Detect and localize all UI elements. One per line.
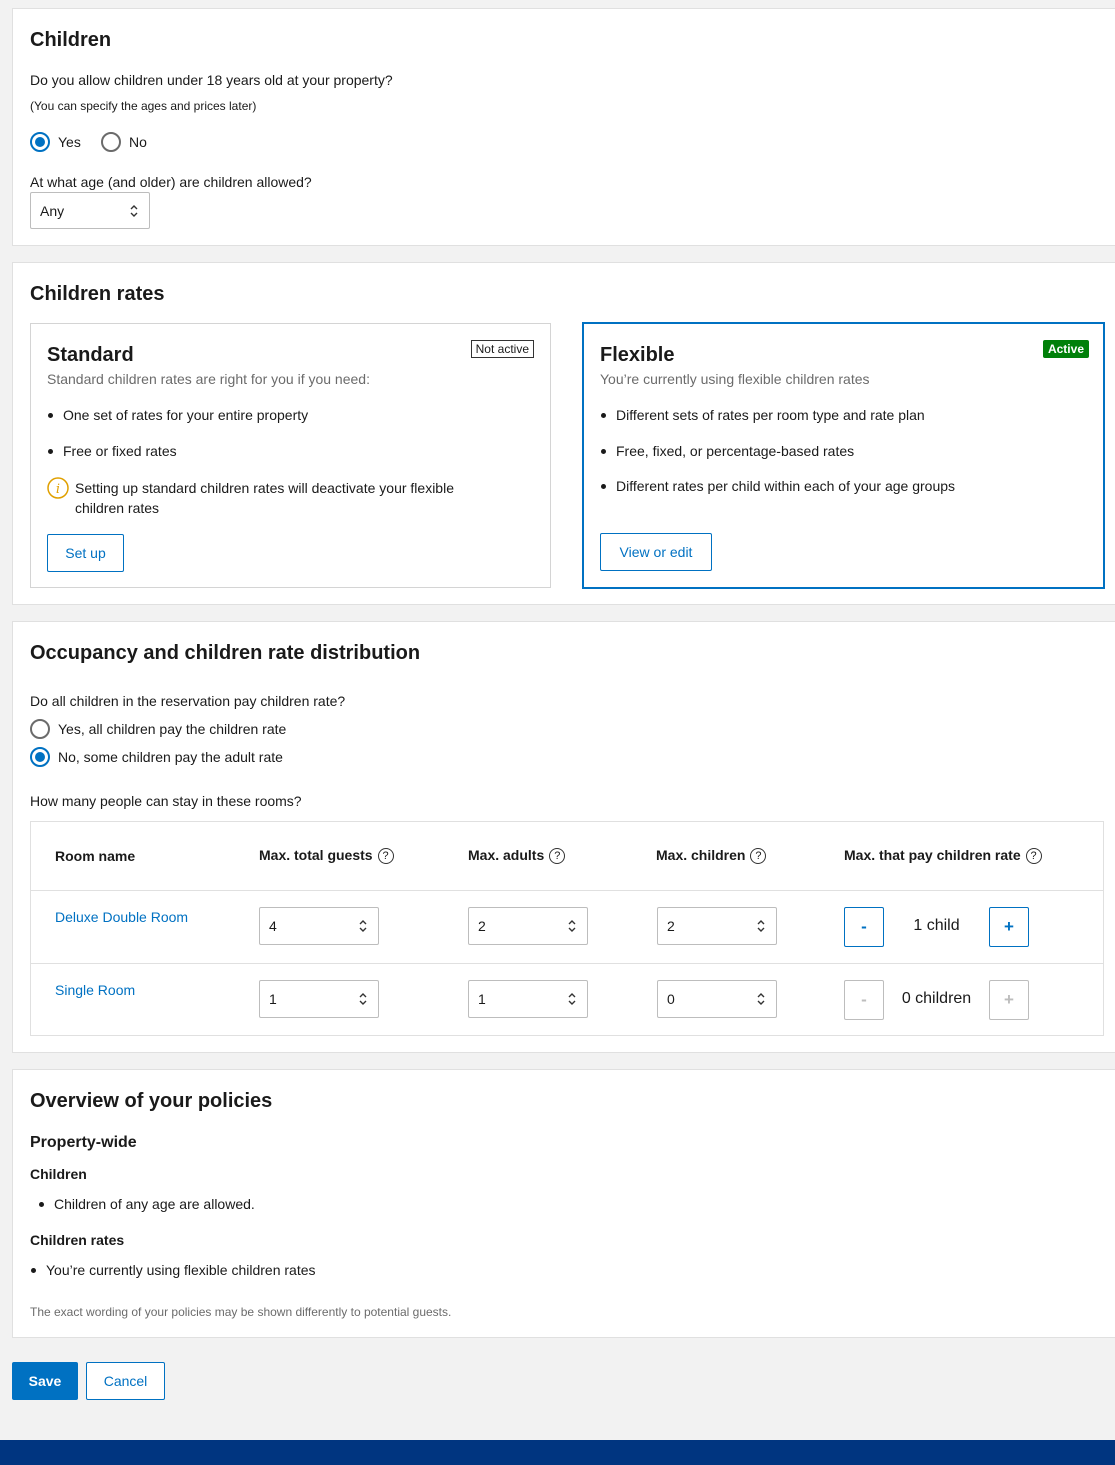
chevron-up-down-icon bbox=[358, 919, 368, 933]
occupancy-title: Occupancy and children rate distribution bbox=[30, 642, 421, 664]
table-row bbox=[31, 891, 1103, 963]
flexible-bullet-1: Different sets of rates per room type and rate plan bbox=[616, 407, 925, 423]
children-yes-radio[interactable] bbox=[30, 132, 50, 152]
flexible-bullet-2: Free, fixed, or percentage-based rates bbox=[616, 443, 855, 459]
children-title: Children bbox=[30, 29, 112, 51]
standard-card bbox=[30, 323, 551, 588]
children-no-radio[interactable] bbox=[101, 132, 121, 152]
standard-title: Standard bbox=[47, 344, 134, 366]
table-row bbox=[31, 964, 1103, 1036]
increment-button[interactable]: + bbox=[989, 980, 1029, 1020]
all-pay-children-rate-label[interactable]: Yes, all children pay the children rate bbox=[58, 721, 287, 737]
decrement-button[interactable]: - bbox=[844, 907, 884, 947]
chevron-up-down-icon bbox=[129, 204, 139, 218]
some-pay-adult-rate-label[interactable]: No, some children pay the adult rate bbox=[58, 749, 283, 765]
room-name-link[interactable]: Single Room bbox=[55, 982, 136, 998]
overview-children-heading: Children bbox=[30, 1166, 87, 1182]
decrement-button[interactable]: - bbox=[844, 980, 884, 1020]
flexible-card bbox=[582, 322, 1105, 589]
header-max-pay-children bbox=[844, 847, 1042, 864]
pay-children-count: 0 children bbox=[901, 990, 972, 1007]
children-rates-title: Children rates bbox=[30, 283, 165, 305]
increment-button[interactable]: + bbox=[989, 907, 1029, 947]
overview-panel bbox=[12, 1069, 1115, 1338]
info-circle-icon bbox=[47, 477, 69, 499]
save-button[interactable]: Save bbox=[12, 1362, 78, 1400]
room-name-link[interactable]: Deluxe Double Room bbox=[55, 909, 189, 925]
not-active-badge: Not active bbox=[471, 340, 534, 358]
flexible-title: Flexible bbox=[600, 344, 675, 366]
header-max-total-label: Max. total guests bbox=[259, 847, 373, 863]
standard-bullet-2: Free or fixed rates bbox=[63, 443, 177, 459]
question-circle-icon[interactable]: ? bbox=[750, 848, 766, 864]
age-question: At what age (and older) are children allowed? bbox=[30, 174, 312, 190]
occupancy-question: Do all children in the reservation pay children rate? bbox=[30, 693, 346, 709]
set-up-button[interactable]: Set up bbox=[47, 534, 124, 572]
header-max-pay-children-label: Max. that pay children rate bbox=[844, 847, 1021, 863]
overview-disclaimer: The exact wording of your policies may be shown differently to potential guests. bbox=[30, 1305, 452, 1319]
overview-title: Overview of your policies bbox=[30, 1090, 273, 1112]
chevron-up-down-icon bbox=[567, 992, 577, 1006]
max-children-select[interactable] bbox=[657, 907, 777, 945]
children-panel bbox=[12, 8, 1115, 246]
max-total-value: 1 bbox=[269, 991, 277, 1007]
max-children-value: 2 bbox=[667, 918, 675, 934]
question-circle-icon[interactable]: ? bbox=[549, 848, 565, 864]
max-total-value: 4 bbox=[269, 918, 277, 934]
max-total-select[interactable] bbox=[259, 907, 379, 945]
header-room-name: Room name bbox=[55, 848, 136, 864]
overview-rates-item: You’re currently using flexible children rates bbox=[46, 1262, 316, 1278]
children-yes-label[interactable]: Yes bbox=[58, 134, 81, 150]
overview-subtitle: Property-wide bbox=[30, 1134, 137, 1151]
children-note: (You can specify the ages and prices later) bbox=[30, 99, 257, 113]
overview-rates-heading: Children rates bbox=[30, 1232, 125, 1248]
question-circle-icon[interactable]: ? bbox=[378, 848, 394, 864]
footer-bar bbox=[0, 1440, 1115, 1465]
children-question: Do you allow children under 18 years old at your property? bbox=[30, 72, 393, 88]
max-adults-select[interactable] bbox=[468, 980, 588, 1018]
cancel-button[interactable]: Cancel bbox=[86, 1362, 165, 1400]
header-max-children-label: Max. children bbox=[656, 847, 746, 863]
chevron-up-down-icon bbox=[567, 919, 577, 933]
max-total-select[interactable] bbox=[259, 980, 379, 1018]
flexible-subtitle: You’re currently using flexible children rates bbox=[600, 371, 870, 387]
max-children-select[interactable] bbox=[657, 980, 777, 1018]
header-max-total bbox=[259, 847, 394, 864]
children-rates-panel bbox=[12, 262, 1115, 605]
age-select-value: Any bbox=[40, 202, 65, 219]
max-adults-value: 1 bbox=[478, 991, 486, 1007]
flexible-bullet-3: Different rates per child within each of your age groups bbox=[616, 478, 956, 494]
standard-bullet-1: One set of rates for your entire property bbox=[63, 407, 309, 423]
header-max-adults bbox=[468, 847, 565, 864]
max-adults-value: 2 bbox=[478, 918, 486, 934]
chevron-up-down-icon bbox=[756, 992, 766, 1006]
max-adults-select[interactable] bbox=[468, 907, 588, 945]
view-or-edit-button[interactable]: View or edit bbox=[600, 533, 712, 571]
active-badge: Active bbox=[1043, 340, 1089, 358]
all-pay-children-rate-radio[interactable] bbox=[30, 719, 50, 739]
pay-children-count: 1 child bbox=[913, 917, 960, 934]
max-children-value: 0 bbox=[667, 991, 675, 1007]
standard-warning-line1: Setting up standard children rates will deactivate your flexible bbox=[75, 480, 454, 496]
chevron-up-down-icon bbox=[756, 919, 766, 933]
question-circle-icon[interactable]: ? bbox=[1026, 848, 1042, 864]
children-no-label[interactable]: No bbox=[129, 134, 147, 150]
svg-text:i: i bbox=[55, 482, 61, 497]
occupancy-table bbox=[30, 821, 1104, 1036]
standard-warning-line2: children rates bbox=[75, 500, 160, 516]
chevron-up-down-icon bbox=[358, 992, 368, 1006]
header-max-adults-label: Max. adults bbox=[468, 847, 545, 863]
some-pay-adult-rate-radio[interactable] bbox=[30, 747, 50, 767]
age-select[interactable] bbox=[30, 192, 150, 229]
rooms-question: How many people can stay in these rooms? bbox=[30, 793, 302, 809]
standard-subtitle: Standard children rates are right for you if you need: bbox=[47, 371, 370, 387]
occupancy-panel bbox=[12, 621, 1115, 1053]
overview-children-item: Children of any age are allowed. bbox=[54, 1196, 255, 1212]
header-max-children bbox=[656, 847, 766, 864]
